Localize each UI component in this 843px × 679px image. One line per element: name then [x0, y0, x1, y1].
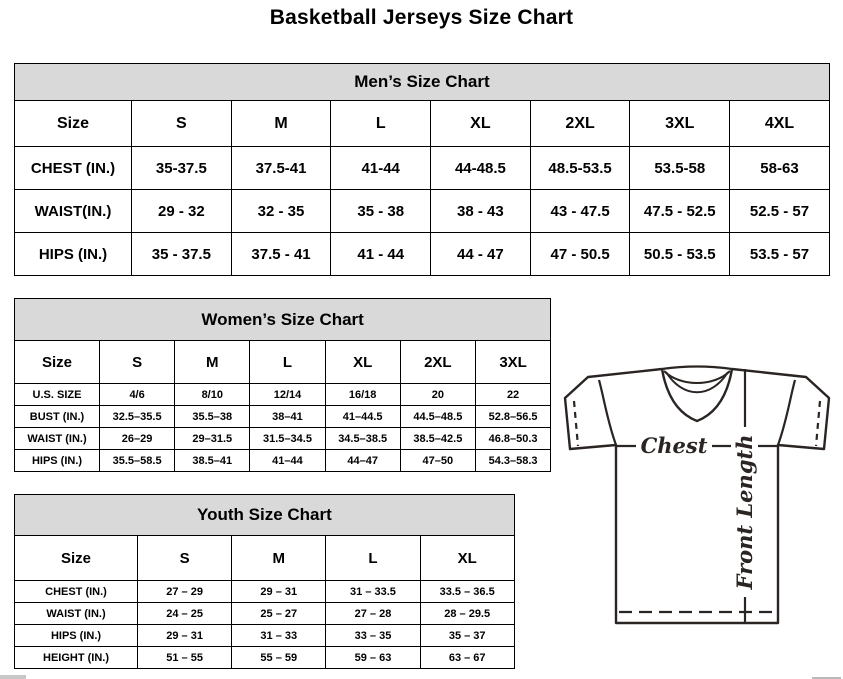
row-label-cell: WAIST (IN.) — [15, 603, 138, 625]
page-title: Basketball Jerseys Size Chart — [269, 6, 574, 29]
size-header-row — [15, 341, 551, 384]
size-header-row — [15, 101, 830, 147]
jersey-measurement-diagram — [556, 352, 843, 679]
right-cuff-dashed-line — [816, 401, 820, 446]
table-row — [15, 147, 830, 190]
data-cell: 8/10 — [175, 384, 250, 406]
data-cell: 44.5–48.5 — [400, 406, 475, 428]
data-cell: 41 - 44 — [331, 233, 431, 276]
data-cell: 20 — [400, 384, 475, 406]
data-cell: 37.5 - 41 — [231, 233, 331, 276]
data-cell: 53.5-58 — [630, 147, 730, 190]
row-label-cell: HIPS (IN.) — [15, 233, 132, 276]
data-cell: 34.5–38.5 — [325, 428, 400, 450]
table-row — [15, 428, 551, 450]
column-header-cell: L — [326, 536, 420, 581]
data-cell: 41–44.5 — [325, 406, 400, 428]
data-cell: 35.5–38 — [175, 406, 250, 428]
youth-size-chart-table — [14, 494, 515, 669]
row-label-cell: U.S. SIZE — [15, 384, 100, 406]
data-cell: 24 – 25 — [138, 603, 232, 625]
column-header-cell: S — [138, 536, 232, 581]
size-header-cell: Size — [15, 101, 132, 147]
data-cell: 35 - 38 — [331, 190, 431, 233]
size-header-cell: Size — [15, 341, 100, 384]
table-row — [15, 603, 515, 625]
data-cell: 29–31.5 — [175, 428, 250, 450]
table-row — [15, 384, 551, 406]
column-header-cell: L — [250, 341, 325, 384]
data-cell: 26–29 — [100, 428, 175, 450]
column-header-cell: XL — [420, 536, 514, 581]
data-cell: 38 - 43 — [431, 190, 531, 233]
data-cell: 48.5-53.5 — [530, 147, 630, 190]
data-cell: 50.5 - 53.5 — [630, 233, 730, 276]
table-row — [15, 581, 515, 603]
column-header-cell: 2XL — [530, 101, 630, 147]
data-cell: 35-37.5 — [132, 147, 232, 190]
column-header-cell: S — [100, 341, 175, 384]
front-length-label: Front Length — [732, 434, 757, 590]
data-cell: 33 – 35 — [326, 625, 420, 647]
mens-size-chart-table — [14, 63, 830, 276]
data-cell: 44–47 — [325, 450, 400, 472]
table-title: Youth Size Chart — [15, 495, 515, 536]
column-header-cell: M — [175, 341, 250, 384]
data-cell: 31 – 33.5 — [326, 581, 420, 603]
data-cell: 47.5 - 52.5 — [630, 190, 730, 233]
data-cell: 41–44 — [250, 450, 325, 472]
data-cell: 52.5 - 57 — [730, 190, 830, 233]
data-cell: 32.5–35.5 — [100, 406, 175, 428]
data-cell: 35 – 37 — [420, 625, 514, 647]
data-cell: 29 – 31 — [138, 625, 232, 647]
column-header-cell: XL — [431, 101, 531, 147]
column-header-cell: 3XL — [475, 341, 550, 384]
table-row — [15, 625, 515, 647]
data-cell: 22 — [475, 384, 550, 406]
column-header-cell: M — [232, 536, 326, 581]
table-row — [15, 233, 830, 276]
data-cell: 46.8–50.3 — [475, 428, 550, 450]
data-cell: 4/6 — [100, 384, 175, 406]
column-header-cell: 2XL — [400, 341, 475, 384]
table-row — [15, 406, 551, 428]
row-label-cell: HIPS (IN.) — [15, 625, 138, 647]
data-cell: 59 – 63 — [326, 647, 420, 669]
jersey-back-collar-line — [662, 367, 732, 370]
row-label-cell: BUST (IN.) — [15, 406, 100, 428]
column-header-cell: M — [231, 101, 331, 147]
data-cell: 52.8–56.5 — [475, 406, 550, 428]
data-cell: 35 - 37.5 — [132, 233, 232, 276]
chest-label: Chest — [640, 433, 708, 458]
row-label-cell: WAIST(IN.) — [15, 190, 132, 233]
data-cell: 31 – 33 — [232, 625, 326, 647]
table-title: Men’s Size Chart — [15, 64, 830, 101]
data-cell: 16/18 — [325, 384, 400, 406]
data-cell: 33.5 – 36.5 — [420, 581, 514, 603]
data-cell: 53.5 - 57 — [730, 233, 830, 276]
row-label-cell: HEIGHT (IN.) — [15, 647, 138, 669]
data-cell: 41-44 — [331, 147, 431, 190]
size-header-row — [15, 536, 515, 581]
data-cell: 32 - 35 — [231, 190, 331, 233]
data-cell: 29 – 31 — [232, 581, 326, 603]
table-header-band — [15, 299, 551, 341]
left-cuff-dashed-line — [574, 401, 578, 446]
data-cell: 31.5–34.5 — [250, 428, 325, 450]
data-cell: 44-48.5 — [431, 147, 531, 190]
data-cell: 43 - 47.5 — [530, 190, 630, 233]
data-cell: 58-63 — [730, 147, 830, 190]
table-title: Women’s Size Chart — [15, 299, 551, 341]
data-cell: 63 – 67 — [420, 647, 514, 669]
table-row — [15, 450, 551, 472]
row-label-cell: CHEST (IN.) — [15, 147, 132, 190]
column-header-cell: S — [132, 101, 232, 147]
data-cell: 28 – 29.5 — [420, 603, 514, 625]
data-cell: 47–50 — [400, 450, 475, 472]
row-label-cell: HIPS (IN.) — [15, 450, 100, 472]
data-cell: 38–41 — [250, 406, 325, 428]
data-cell: 54.3–58.3 — [475, 450, 550, 472]
data-cell: 25 – 27 — [232, 603, 326, 625]
row-label-cell: CHEST (IN.) — [15, 581, 138, 603]
table-header-band — [15, 495, 515, 536]
row-label-cell: WAIST (IN.) — [15, 428, 100, 450]
data-cell: 44 - 47 — [431, 233, 531, 276]
womens-size-chart-table — [14, 298, 551, 472]
horizontal-scrollbar-thumb-left[interactable] — [0, 675, 26, 679]
data-cell: 29 - 32 — [132, 190, 232, 233]
column-header-cell: 3XL — [630, 101, 730, 147]
table-row — [15, 190, 830, 233]
table-header-band — [15, 64, 830, 101]
data-cell: 12/14 — [250, 384, 325, 406]
data-cell: 51 – 55 — [138, 647, 232, 669]
column-header-cell: 4XL — [730, 101, 830, 147]
left-armhole-seam — [599, 380, 616, 445]
size-header-cell: Size — [15, 536, 138, 581]
column-header-cell: L — [331, 101, 431, 147]
table-row — [15, 647, 515, 669]
data-cell: 27 – 28 — [326, 603, 420, 625]
column-header-cell: XL — [325, 341, 400, 384]
data-cell: 38.5–41 — [175, 450, 250, 472]
data-cell: 37.5-41 — [231, 147, 331, 190]
right-armhole-seam — [778, 380, 795, 445]
data-cell: 55 – 59 — [232, 647, 326, 669]
data-cell: 38.5–42.5 — [400, 428, 475, 450]
data-cell: 27 – 29 — [138, 581, 232, 603]
data-cell: 35.5–58.5 — [100, 450, 175, 472]
data-cell: 47 - 50.5 — [530, 233, 630, 276]
